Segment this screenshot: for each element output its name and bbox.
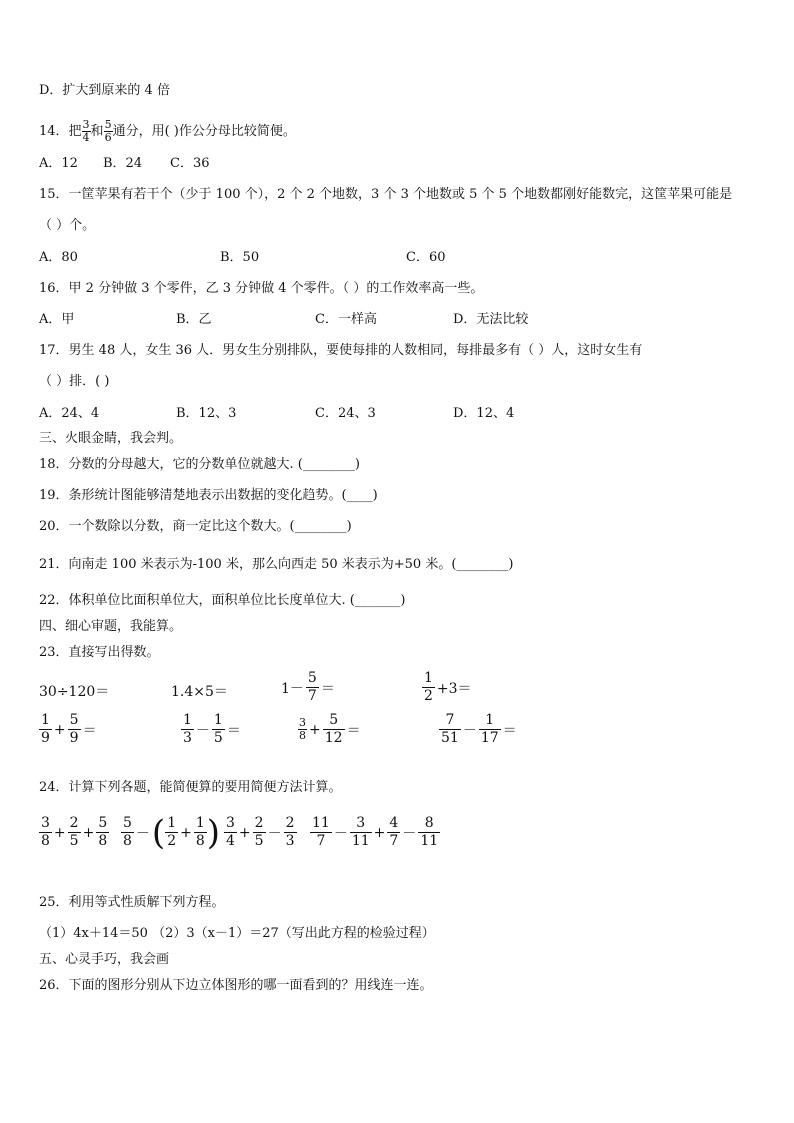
- operator: +: [180, 824, 192, 841]
- left-paren: (: [151, 812, 166, 853]
- numerator: 5: [307, 670, 317, 686]
- q23-expr-6: [181, 712, 243, 747]
- denominator: 51: [441, 730, 459, 746]
- numerator: 1: [41, 712, 50, 728]
- operator: +: [53, 721, 66, 738]
- q23-expr-4: [422, 670, 474, 705]
- q16-option-d: D．无法比较: [453, 312, 529, 327]
- right-paren: ): [206, 812, 221, 853]
- denominator: 8: [41, 833, 50, 849]
- question-19: 19．条形统计图能够清楚地表示出数据的变化趋势。(____): [39, 488, 378, 503]
- fraction: [253, 815, 266, 850]
- question-15-line2: （ ）个。: [39, 218, 96, 233]
- numerator: 1: [424, 670, 433, 686]
- q24-expr-4: [310, 815, 440, 850]
- fraction: [104, 119, 113, 144]
- q23-expr-7: [298, 712, 363, 747]
- question-16: 16．甲 2 分钟做 3 个零件，乙 3 分钟做 4 个零件。（ ）的工作效率高一些。: [39, 281, 484, 296]
- numerator: 7: [439, 712, 461, 730]
- fraction: [310, 815, 332, 850]
- numerator: 5: [123, 815, 132, 831]
- fraction: [224, 815, 237, 850]
- q23-expr-5: [39, 712, 99, 747]
- numerator: 1: [167, 815, 177, 831]
- denominator: 5: [254, 833, 264, 849]
- numerator: 3: [82, 118, 90, 131]
- q16-option-b: B．乙: [176, 312, 212, 327]
- q15-option-a: A．80: [39, 250, 78, 265]
- question-14: [39, 119, 296, 144]
- operator: ＝: [320, 680, 335, 697]
- fraction: [387, 815, 400, 850]
- fraction: [298, 717, 307, 742]
- operator: －: [267, 825, 282, 842]
- q14-and: 和: [90, 124, 104, 139]
- fraction: [39, 712, 52, 747]
- operator: +: [82, 824, 95, 841]
- question-23: 23．直接写出得数。: [39, 645, 160, 660]
- section-4-heading: 四、细心审题，我能算。: [39, 619, 183, 634]
- q14-option-b: B．24: [103, 156, 143, 171]
- fraction: [306, 670, 319, 705]
- denominator: 2: [424, 688, 433, 704]
- operator: ＝: [346, 722, 361, 739]
- numerator: 2: [285, 815, 295, 831]
- fraction: [418, 815, 440, 850]
- denominator: 8: [299, 729, 306, 742]
- fraction: [422, 670, 435, 705]
- question-21: 21．向南走 100 米表示为-100 米，那么向西走 50 米表示为+50 米。(________): [39, 557, 514, 572]
- operator: －: [195, 722, 210, 739]
- numerator: 5: [98, 815, 108, 831]
- fraction: [350, 815, 372, 850]
- numerator: 3: [299, 716, 306, 729]
- denominator: 4: [82, 131, 90, 144]
- q16-option-c: C．一样高: [315, 312, 377, 327]
- question-15-line1: 15．一筐苹果有若干个（少于 100 个），2 个 2 个地数，3 个 3 个地数或 5 个 5 个地数都刚好能数完，这筐苹果可能是: [39, 187, 733, 202]
- q14-option-c: C．36: [170, 156, 210, 171]
- q17-option-d: D．12、4: [453, 406, 515, 421]
- numerator: 2: [69, 815, 79, 831]
- fraction: [96, 815, 109, 850]
- fraction: [212, 712, 225, 747]
- question-17-line2: （ ）排．( ): [39, 374, 110, 389]
- question-22: 22．体积单位比面积单位大，面积单位比长度单位大. (_______): [39, 593, 406, 608]
- numerator: 1: [183, 712, 192, 728]
- numerator: 4: [389, 815, 399, 831]
- q23-expr-2: 1.4×5＝: [171, 684, 228, 700]
- operator: －: [333, 825, 348, 842]
- denominator: 7: [316, 833, 326, 849]
- denominator: 3: [183, 730, 192, 746]
- denominator: 11: [420, 833, 439, 849]
- denominator: 7: [389, 833, 399, 849]
- fraction: [39, 815, 52, 850]
- denominator: 3: [285, 833, 295, 849]
- numerator: 5: [104, 118, 112, 131]
- denominator: 2: [167, 833, 177, 849]
- q24-expr-1: [39, 815, 109, 850]
- operator: ＝: [502, 722, 517, 739]
- numerator: 3: [41, 815, 50, 831]
- q15-option-c: C．60: [406, 250, 446, 265]
- denominator: 17: [480, 730, 499, 746]
- numerator: 5: [323, 712, 345, 730]
- numerator: 1: [195, 815, 205, 831]
- q14-prefix: 14．把: [39, 124, 82, 139]
- q17-option-c: C．24、3: [315, 406, 376, 421]
- denominator: 8: [195, 833, 205, 849]
- operator: ＝: [226, 722, 241, 739]
- question-18: 18．分数的分母越大，它的分数单位就越大. (________): [39, 457, 360, 472]
- denominator: 9: [69, 730, 79, 746]
- operator: 1－: [281, 680, 304, 697]
- question-20: 20．一个数除以分数，商一定比这个数大。(________): [39, 519, 352, 534]
- operator: +: [309, 721, 321, 738]
- numerator: 3: [226, 815, 235, 831]
- q16-option-a: A．甲: [39, 312, 75, 327]
- operator: +: [53, 824, 66, 841]
- question-25: 25．利用等式性质解下列方程。: [39, 895, 225, 910]
- option-d-line: D．扩大到原来的 4 倍: [39, 83, 170, 98]
- denominator: 8: [98, 833, 108, 849]
- fraction: [68, 815, 81, 850]
- operator: －: [135, 825, 150, 842]
- operator: －: [462, 722, 477, 739]
- q23-expr-3: [279, 670, 337, 705]
- q17-option-a: A．24、4: [39, 406, 100, 421]
- numerator: 8: [418, 815, 440, 833]
- operator: －: [402, 825, 417, 842]
- q24-expr-2: [121, 812, 221, 853]
- numerator: 5: [69, 712, 79, 728]
- fraction: [479, 712, 501, 747]
- section-3-heading: 三、火眼金睛，我会判。: [39, 431, 183, 446]
- fraction: [82, 119, 91, 144]
- question-25-subparts: （1）4x＋14＝50 （2）3（x－1）＝27（写出此方程的检验过程）: [39, 926, 435, 941]
- question-24: 24．计算下列各题，能简便算的要用简便方法计算。: [39, 780, 342, 795]
- q14-suffix: 通分，用( )作公分母比较简便。: [112, 124, 296, 139]
- fraction: [194, 815, 207, 850]
- denominator: 9: [41, 730, 50, 746]
- question-26: 26．下面的图形分别从下边立体图形的哪一面看到的？用线连一连。: [39, 978, 433, 993]
- numerator: 1: [479, 712, 501, 730]
- operator: +: [373, 824, 386, 841]
- fraction: [68, 712, 81, 747]
- q24-expr-3: [224, 815, 297, 850]
- denominator: 7: [307, 688, 317, 704]
- fraction: [323, 712, 345, 747]
- q14-option-a: A．12: [39, 156, 78, 171]
- fraction: [121, 815, 134, 850]
- denominator: 4: [226, 833, 235, 849]
- denominator: 6: [104, 131, 112, 144]
- q23-expr-8: [439, 712, 519, 747]
- q23-expr-1: 30÷120＝: [39, 684, 110, 700]
- question-17-line1: 17．男生 48 人，女生 36 人．男女生分别排队，要使每排的人数相同，每排最多有（ ）人，这时女生有: [39, 343, 643, 358]
- numerator: 1: [213, 712, 223, 728]
- fraction: [181, 712, 194, 747]
- fraction: [439, 712, 461, 747]
- q17-option-b: B．12、3: [176, 406, 237, 421]
- operator: ＝: [82, 722, 97, 739]
- operator: +3＝: [436, 680, 472, 697]
- operator: +: [238, 824, 251, 841]
- fraction: [284, 815, 297, 850]
- denominator: 5: [69, 833, 79, 849]
- denominator: 11: [351, 833, 370, 849]
- denominator: 12: [324, 730, 343, 746]
- denominator: 8: [123, 833, 132, 849]
- q15-option-b: B．50: [220, 250, 260, 265]
- section-5-heading: 五、心灵手巧，我会画: [39, 952, 170, 967]
- numerator: 2: [254, 815, 264, 831]
- numerator: 3: [350, 815, 372, 833]
- fraction: [165, 815, 178, 850]
- numerator: 11: [312, 815, 330, 831]
- denominator: 5: [213, 730, 223, 746]
